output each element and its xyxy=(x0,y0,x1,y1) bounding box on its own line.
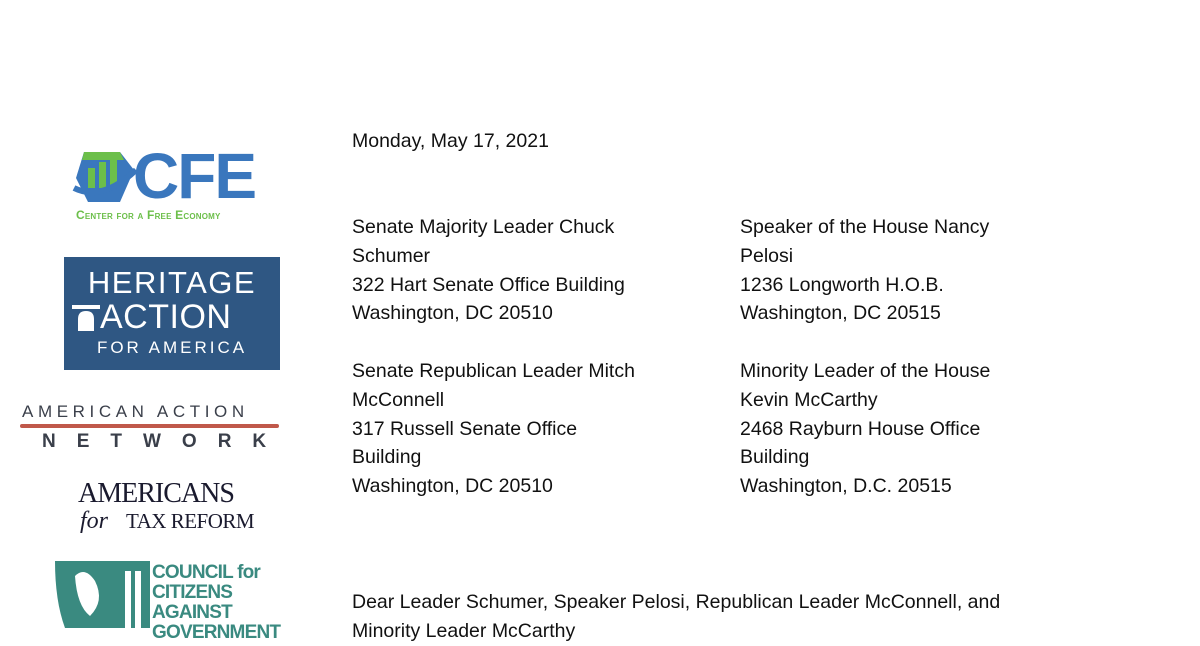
address-line: 317 Russell Senate Office xyxy=(352,417,578,440)
salutation xyxy=(352,588,1000,646)
aan-line2: NETWORK xyxy=(42,431,288,452)
aan-divider xyxy=(20,424,279,428)
address-line: Building xyxy=(352,446,422,469)
address-line: McConnell xyxy=(352,388,445,411)
address-mcconnell xyxy=(352,357,635,501)
address-line: 1236 Longworth H.O.B. xyxy=(740,273,944,296)
bell-icon xyxy=(72,305,100,333)
cfe-name: Center for a Free Economy xyxy=(76,208,221,222)
heritage-line1: HERITAGE xyxy=(87,265,257,300)
aan-line1: AMERICAN ACTION xyxy=(22,402,249,421)
address-line: Kevin McCarthy xyxy=(740,388,878,411)
letter-date: Monday, May 17, 2021 xyxy=(352,130,549,152)
address-line: 2468 Rayburn House Office xyxy=(740,417,981,440)
address-line: Senate Majority Leader Chuck xyxy=(352,216,615,238)
address-line: Washington, DC 20510 xyxy=(352,302,553,325)
heritage-action-logo xyxy=(64,257,280,370)
address-line: Washington, D.C. 20515 xyxy=(740,475,952,498)
eagle-shield-icon xyxy=(55,561,150,628)
address-pelosi xyxy=(740,213,989,328)
ccag-text xyxy=(152,563,280,643)
address-line: Speaker of the House Nancy xyxy=(740,216,990,238)
atr-line2: TAX REFORM xyxy=(126,509,255,533)
address-line: Schumer xyxy=(352,244,431,267)
cfe-mark: CFE xyxy=(133,140,255,212)
ccag-line3: AGAINST xyxy=(152,602,232,623)
heritage-line2: ACTION xyxy=(100,298,232,336)
ccag-line4: GOVERNMENT xyxy=(152,622,281,643)
atr-line1: AMERICANS xyxy=(78,478,234,509)
address-line: Minority Leader of the House xyxy=(740,360,991,382)
address-line: Washington, DC 20515 xyxy=(740,302,941,325)
address-schumer xyxy=(352,213,625,328)
cfe-chart-icon xyxy=(72,148,140,206)
address-line: Building xyxy=(740,446,810,469)
address-line: Pelosi xyxy=(740,244,794,267)
salutation-line: Minority Leader McCarthy xyxy=(352,619,576,642)
salutation-line: Dear Leader Schumer, Speaker Pelosi, Republican Leader McConnell, and xyxy=(352,591,1001,613)
address-line: Senate Republican Leader Mitch xyxy=(352,360,635,382)
address-line: 322 Hart Senate Office Building xyxy=(352,273,625,296)
address-mccarthy xyxy=(740,357,990,501)
address-line: Washington, DC 20510 xyxy=(352,475,553,498)
heritage-line3: FOR AMERICA xyxy=(96,338,248,357)
ccag-line2: CITIZENS xyxy=(152,582,233,603)
atr-for: for xyxy=(80,508,109,534)
ccag-line1: COUNCIL for xyxy=(152,562,261,583)
